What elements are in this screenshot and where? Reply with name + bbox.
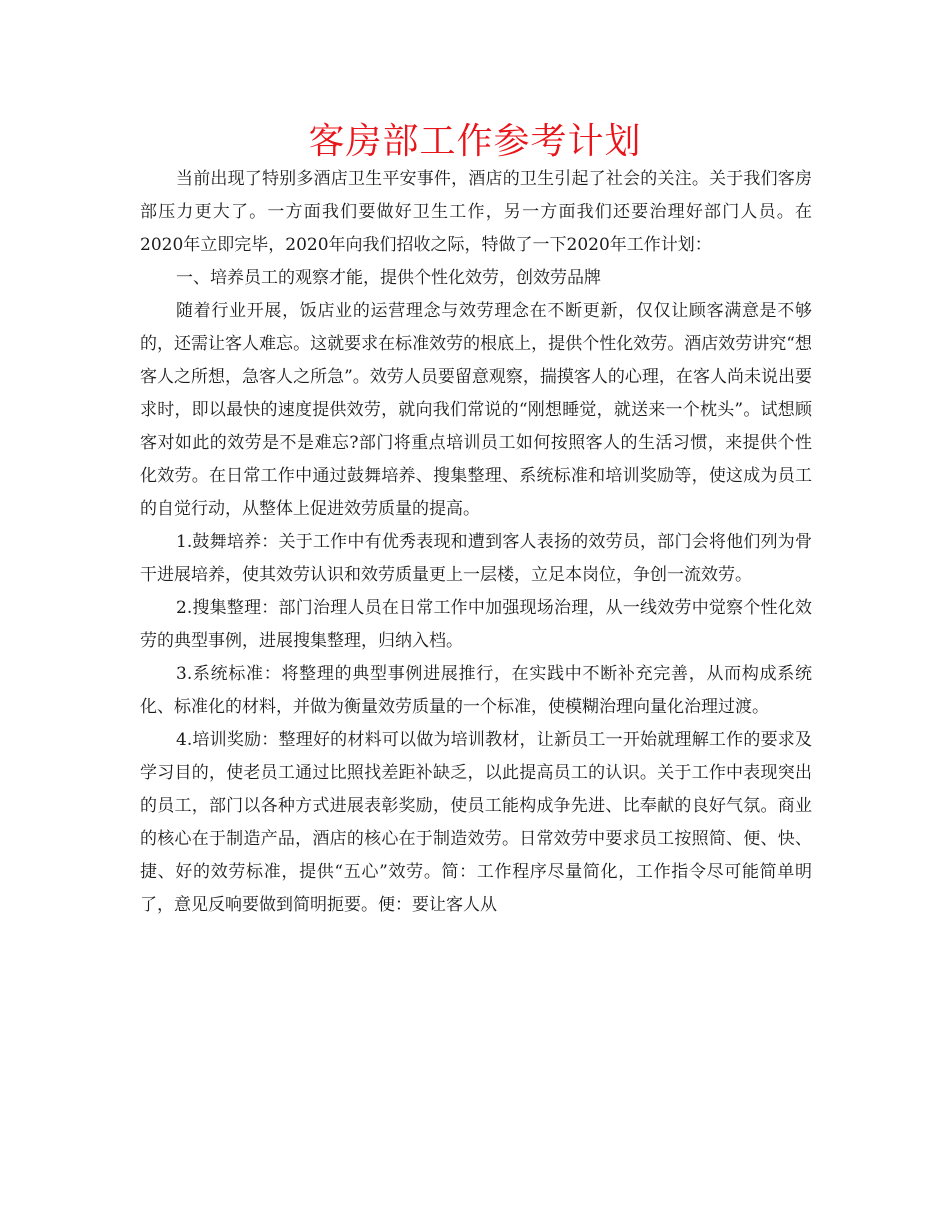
- list-item-system-standard: 3.系统标准：将整理的典型事例进展推行，在实践中不断补充完善，从而构成系统化、标准化的材料，并做为衡量效劳质量的一个标准，使模糊治理向量化治理过渡。: [140, 664, 812, 717]
- paragraph-personalized-service: 随着行业开展，饭店业的运营理念与效劳理念在不断更新，仅仅让顾客满意是不够的，还需让客人难忘。这就要求在标准效劳的根底上，提供个性化效劳。酒店效劳讲究“想客人之所想，急客人之所急”。效劳人员要留意观察，揣摸客人的心理，在客人尚未说出要求时，即以最快的速度提供效劳，就向我们常说的“刚想睡觉，就送来一个枕头”。试想顾客对如此的效劳是不是难忘?部门将重点培训员工如何按照客人的生活习惯，来提供个性化效劳。在日常工作中通过鼓舞培养、搜集整理、系统标准和培训奖励等，使这成为员工的自觉行动，从整体上促进效劳质量的提高。: [140, 301, 812, 519]
- list-item-encourage-training: 1.鼓舞培养：关于工作中有优秀表现和遭到客人表扬的效劳员，部门会将他们列为骨干进展培养，使其效劳认识和效劳质量更上一层楼，立足本岗位，争创一流效劳。: [140, 532, 812, 585]
- document-title: 客房部工作参考计划: [308, 121, 642, 162]
- section-heading-1: 一、培养员工的观察才能，提供个性化效劳，创效劳品牌: [176, 268, 601, 288]
- document-body: [140, 163, 812, 922]
- paragraph-intro: 当前出现了特别多酒店卫生平安事件，酒店的卫生引起了社会的关注。关于我们客房部压力更大了。一方面我们要做好卫生工作，另一方面我们还要治理好部门人员。在2020年立即完毕，2020年向我们招收之际，特做了一下2020年工作计划：: [140, 169, 812, 255]
- list-item-training-reward: 4.培训奖励：整理好的材料可以做为培训教材，让新员工一开始就理解工作的要求及学习目的，使老员工通过比照找差距补缺乏，以此提高员工的认识。关于工作中表现突出的员工，部门以各种方式进展表彰奖励，使员工能构成争先进、比奉献的良好气氛。商业的核心在于制造产品，酒店的核心在于制造效劳。日常效劳中要求员工按照简、便、快、捷、好的效劳标准，提供“五心”效劳。简：工作程序尽量简化，工作指令尽可能简单明了，意见反响要做到简明扼要。便：要让客人从: [140, 730, 812, 915]
- list-item-collect-organize: 2.搜集整理：部门治理人员在日常工作中加强现场治理，从一线效劳中觉察个性化效劳的典型事例，进展搜集整理，归纳入档。: [140, 598, 812, 651]
